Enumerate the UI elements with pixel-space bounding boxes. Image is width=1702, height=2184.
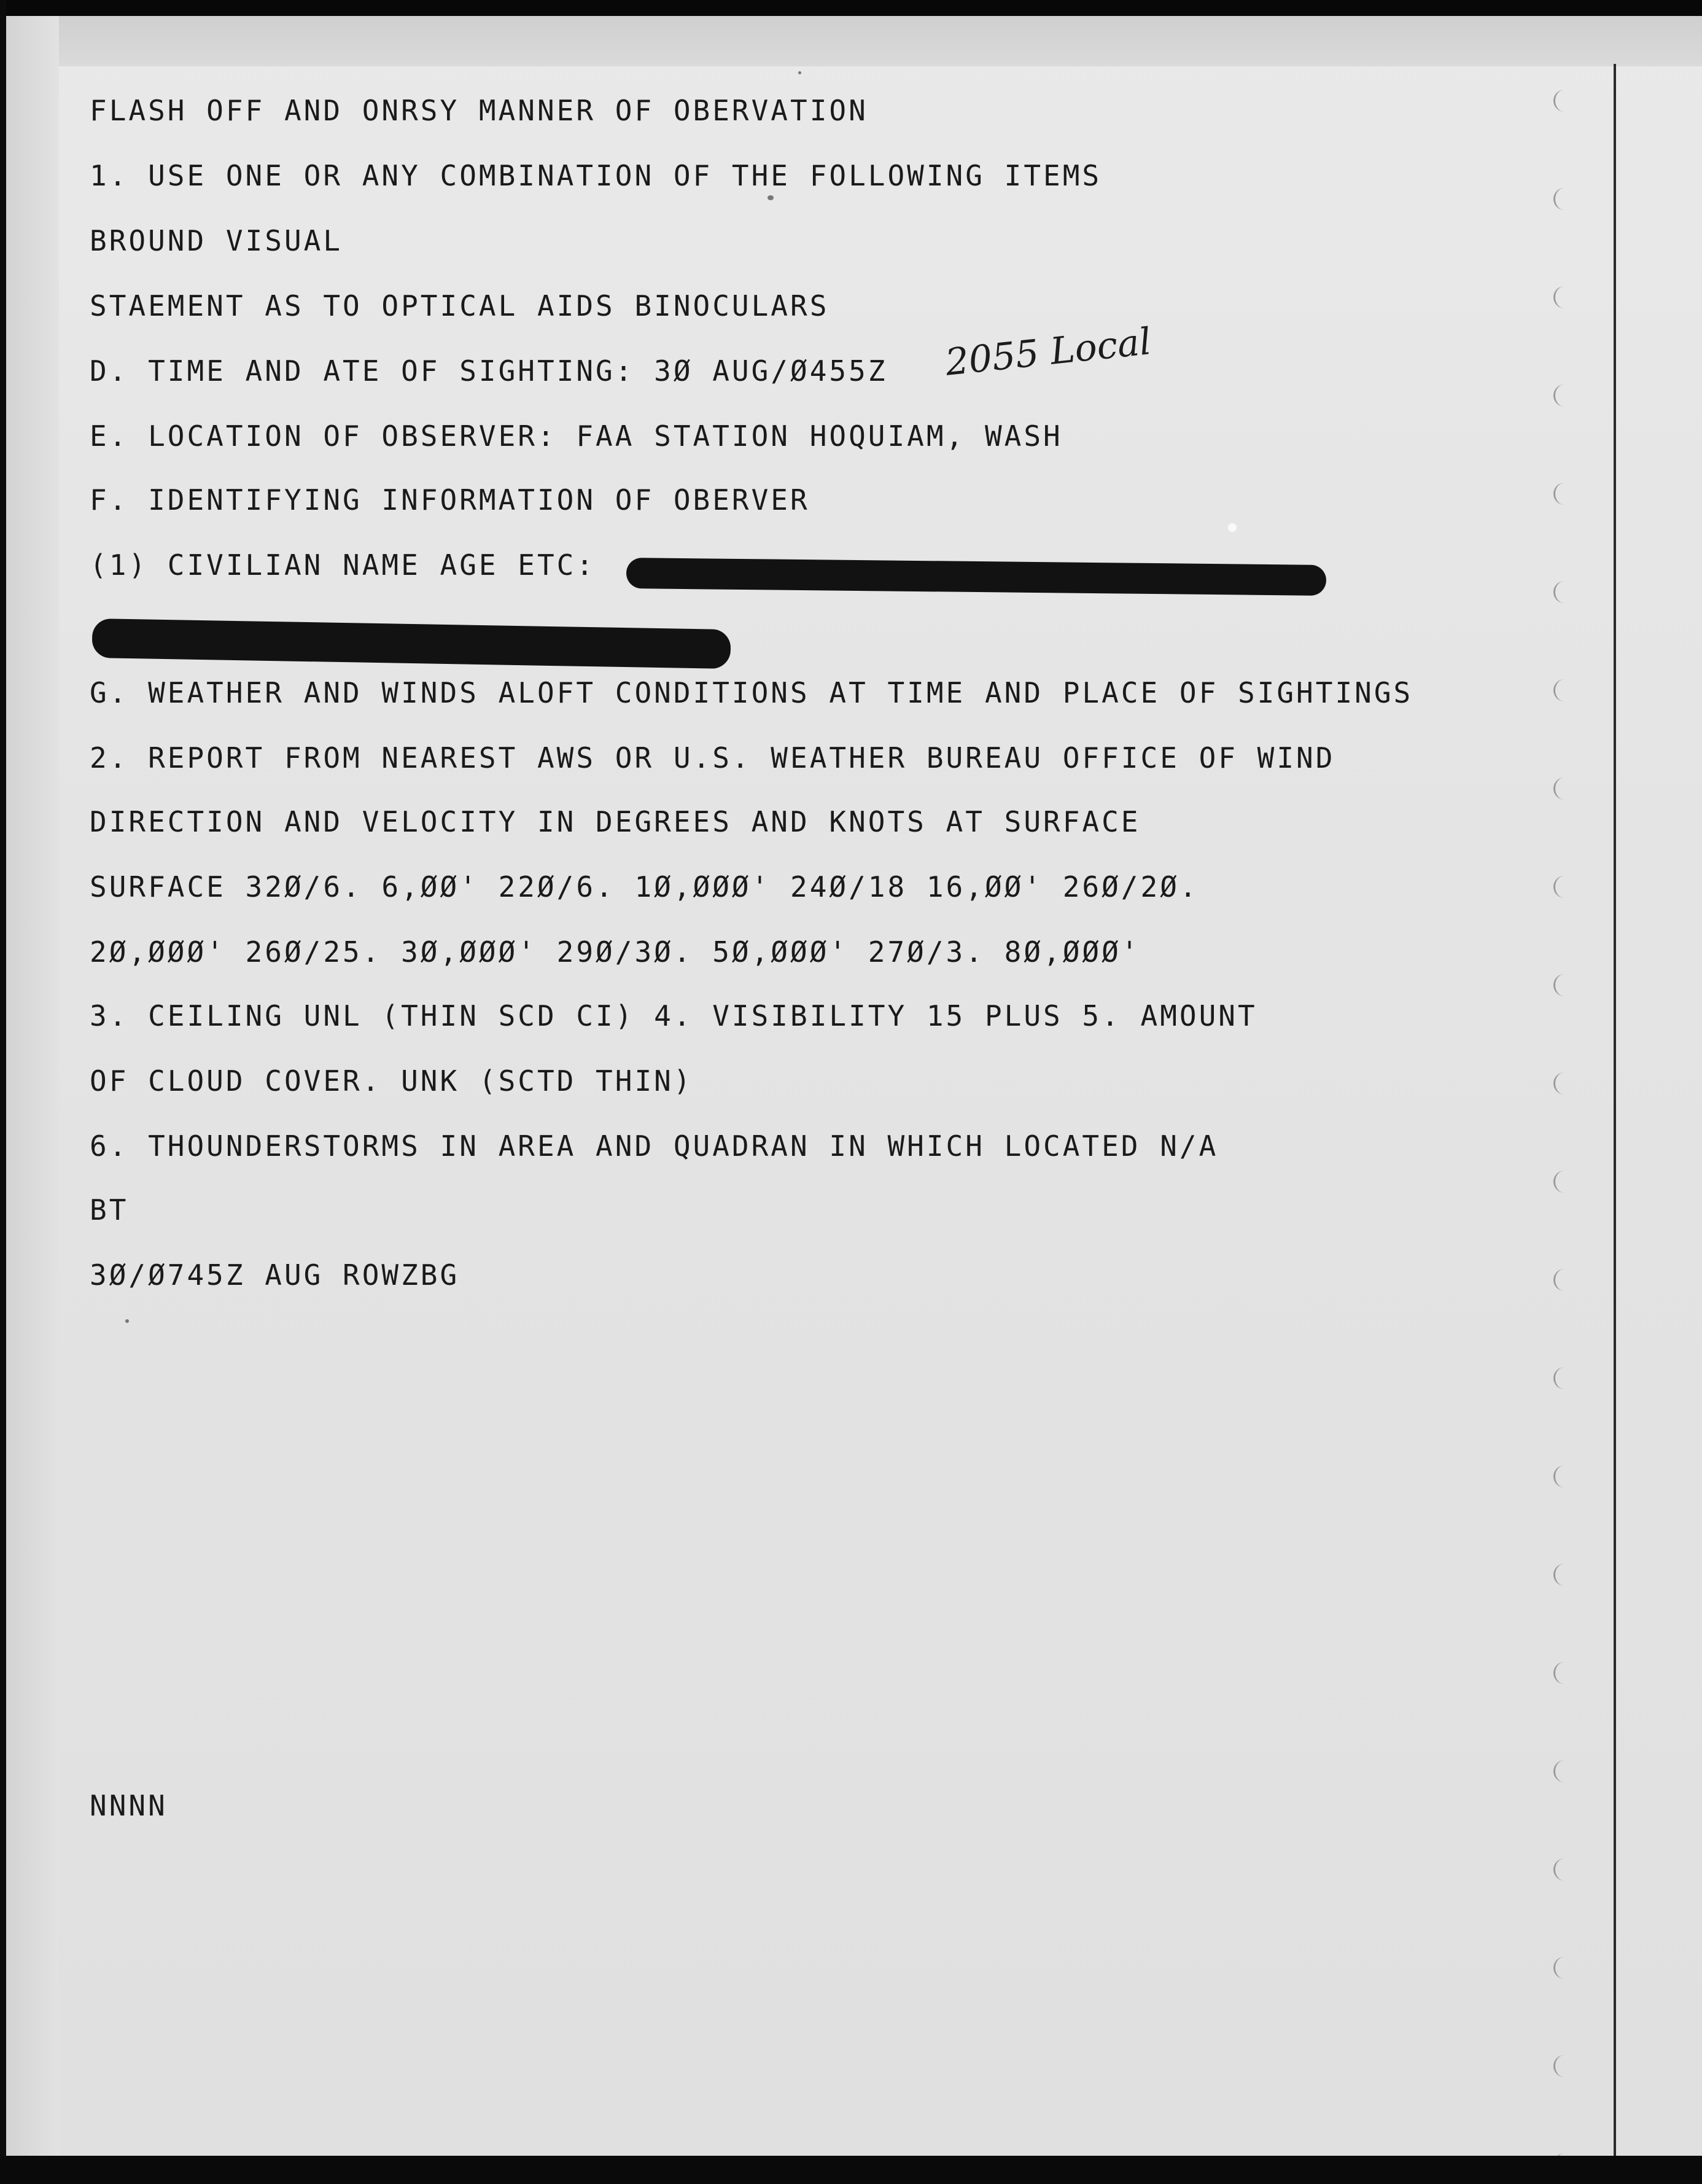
scan-frame-top (0, 0, 1702, 16)
sprocket-hole (1553, 581, 1566, 603)
text-line-direction-velocity: DIRECTION AND VELOCITY IN DEGREES AND KNOTS AT SURFACE (90, 805, 1141, 838)
sprocket-hole (1553, 483, 1566, 505)
page-right-border-line (1614, 64, 1616, 2156)
sprocket-hole (1553, 778, 1566, 800)
sprocket-hole (1553, 1858, 1566, 1881)
sprocket-hole (1553, 2055, 1566, 2077)
text-line-ground-visual: BROUND VISUAL (90, 224, 343, 257)
scan-speck (1228, 523, 1237, 532)
sprocket-hole (1553, 1564, 1566, 1586)
scan-speck (798, 71, 801, 74)
sprocket-hole (1553, 679, 1566, 701)
end-of-message-marker: NNNN (90, 1789, 168, 1822)
sprocket-hole (1553, 1171, 1566, 1193)
sprocket-hole (1553, 90, 1566, 112)
redaction-bar (92, 618, 731, 669)
sprocket-hole (1553, 1465, 1566, 1488)
text-line-thunderstorms: 6. THOUNDERSTORMS IN AREA AND QUADRAN IN WHICH LOCATED N/A (90, 1129, 1219, 1163)
text-line-surface-winds: SURFACE 32Ø/6. 6,ØØ' 22Ø/6. 1Ø,ØØØ' 24Ø/18 16,ØØ' 26Ø/2Ø. (90, 870, 1199, 903)
sprocket-hole (1553, 1269, 1566, 1291)
scan-frame-left (0, 0, 6, 2184)
text-line-identifying-info: F. IDENTIFYING INFORMATION OF OBERVER (90, 483, 810, 517)
text-line-weather-winds: G. WEATHER AND WINDS ALOFT CONDITIONS AT TIME AND PLACE OF SIGHTINGS (90, 676, 1413, 709)
text-line-dtg: 3Ø/Ø745Z AUG ROWZBG (90, 1258, 460, 1292)
text-line-civilian-name: (1) CIVILIAN NAME AGE ETC: (90, 548, 596, 582)
document-page (6, 16, 1702, 2156)
redaction-bar (626, 558, 1326, 596)
text-line-flash-off: FLASH OFF AND ONRSY MANNER OF OBERVATION (90, 94, 868, 127)
handwritten-local-time: 2055 Local (943, 320, 1154, 384)
text-line-ceiling-visibility: 3. CEILING UNL (THIN SCD CI) 4. VISIBILITY 15 PLUS 5. AMOUNT (90, 999, 1257, 1032)
sprocket-hole (1553, 286, 1566, 308)
text-line-optical-aids: STAEMENT AS TO OPTICAL AIDS BINOCULARS (90, 289, 830, 322)
text-line-item-2: 2. REPORT FROM NEAREST AWS OR U.S. WEATHER BUREAU OFFICE OF WIND (90, 741, 1335, 774)
sprocket-hole (1553, 974, 1566, 996)
page-top-shadow (6, 16, 1702, 66)
scan-speck (767, 195, 774, 200)
text-line-bt: BT (90, 1193, 129, 1227)
sprocket-hole (1553, 1367, 1566, 1389)
text-line-time-date: D. TIME AND ATE OF SIGHTING: 3Ø AUG/Ø455Z (90, 354, 888, 388)
sprocket-hole (1553, 1072, 1566, 1094)
scan-speck (125, 1319, 129, 1323)
sprocket-hole (1553, 188, 1566, 210)
text-line-item-1: 1. USE ONE OR ANY COMBINATION OF THE FOLLOWING ITEMS (90, 159, 1102, 192)
scan-frame-bottom (0, 2156, 1702, 2184)
text-line-location: E. LOCATION OF OBSERVER: FAA STATION HOQUIAM, WASH (90, 419, 1063, 453)
sprocket-hole (1553, 1957, 1566, 1979)
text-line-winds-aloft: 2Ø,ØØØ' 26Ø/25. 3Ø,ØØØ' 29Ø/3Ø. 5Ø,ØØØ' 27Ø/3. 8Ø,ØØØ' (90, 935, 1141, 969)
sprocket-hole (1553, 384, 1566, 407)
text-line-cloud-cover: OF CLOUD COVER. UNK (SCTD THIN) (90, 1064, 693, 1098)
sprocket-hole (1553, 1760, 1566, 1782)
sprocket-hole (1553, 876, 1566, 898)
page-left-shadow (6, 16, 59, 2156)
sprocket-hole (1553, 1662, 1566, 1684)
